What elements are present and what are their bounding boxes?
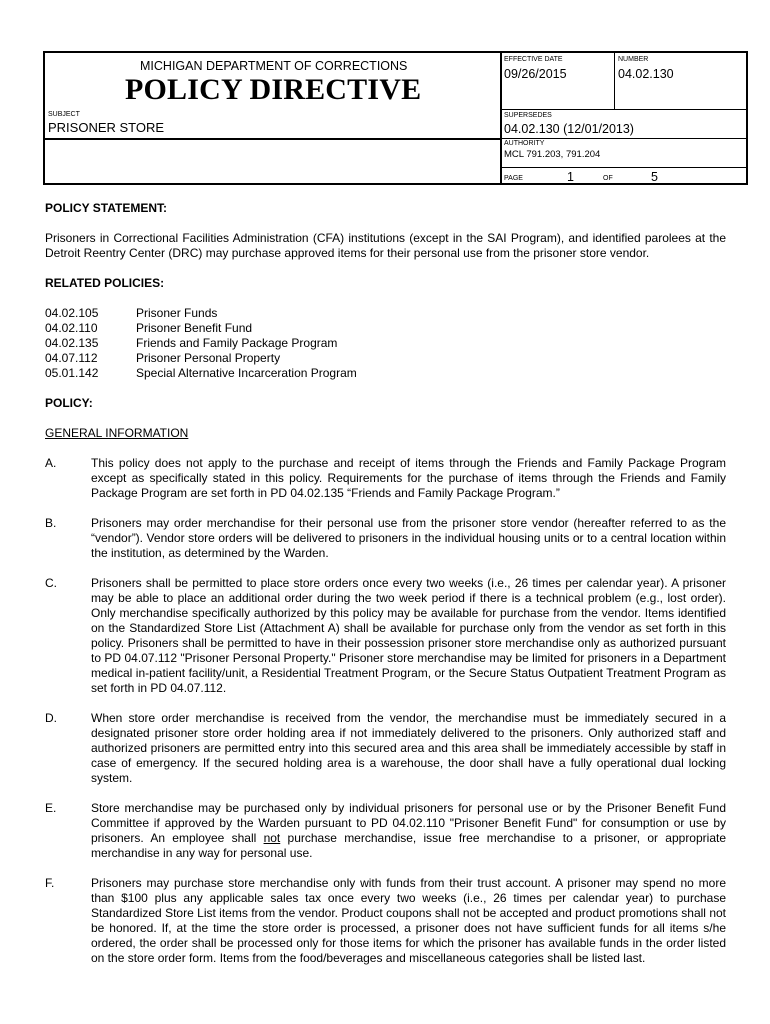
authority-value: MCL 791.203, 791.204 [504, 149, 601, 160]
item-letter: C. [45, 576, 57, 590]
supersedes-value: 04.02.130 (12/01/2013) [504, 122, 634, 136]
policy-item-f [45, 876, 726, 966]
policy-statement-heading: POLICY STATEMENT: [45, 201, 168, 215]
item-text: Prisoners may purchase store merchandise only with funds from their trust account. A prisoner may spend no more than $100 plus any applicable sales tax once every two weeks (i.e., 26 times per calendar year) to purchase Standardized Store List items from the vendor. Product coupons shall not be accepted and product promotions shall not be honored. If, at the time the store order is processed, a prisoner does not have sufficient funds for all items s/he ordered, the order shall be processed only for those items for which the prisoner has available funds in the order listed on the store order form. Items from the food/beverages and miscellaneous categories shall be listed last. [91, 876, 726, 965]
item-letter: A. [45, 456, 57, 470]
item-text-part: purchase merchandise, issue free merchandise to a prisoner, or appropriate merchandise in any way for personal use. [91, 831, 726, 860]
item-letter: D. [45, 711, 57, 725]
item-text: When store order merchandise is received from the vendor, the merchandise must be immediately secured in a designated prisoner store order holding area if not immediately delivered to the prisoners. Only authorized staff and authorized prisoners are permitted entry into this secured area and this area shall be immediately accessible by staff in case of emergency. If the secured holding area is a warehouse, the door shall have a fully operational dual locking system. [91, 711, 726, 785]
page-label: PAGE [504, 175, 523, 182]
related-policy-number: 05.01.142 [45, 366, 99, 380]
page-number: 1 [567, 170, 574, 184]
related-policy-number: 04.02.135 [45, 336, 99, 350]
number-value: 04.02.130 [618, 67, 674, 81]
item-letter: B. [45, 516, 57, 530]
document-type-title: POLICY DIRECTIVE [125, 73, 422, 106]
list-item [45, 306, 726, 321]
item-text: Prisoners shall be permitted to place store orders once every two weeks (i.e., 26 times per calendar year). A prisoner may be able to place an additional order during the two week period if there is a technical problem (e.g., lost order). Only merchandise specifically authorized by this policy may be available for purchase from the vendor. Items identified on the Standardized Store List (Attachment A) shall be available for purchase only from the vendor as set forth in this policy. Prisoners shall be permitted to have in their possession prisoner store merchandise only as authorized pursuant to PD 04.07.112 "Prisoner Personal Property." Prisoner store merchandise may be limited for prisoners in a Department medical in-patient facility/unit, a Residential Treatment Program, or the Secure Status Outpatient Treatment Program as set forth in PD 04.07.112. [91, 576, 726, 695]
effective-date-value: 09/26/2015 [504, 67, 567, 81]
of-label: OF [603, 175, 613, 182]
related-policy-title: Prisoner Funds [136, 306, 218, 320]
related-policy-title: Friends and Family Package Program [136, 336, 338, 350]
item-text: Prisoners may order merchandise for their personal use from the prisoner store vendor (hereafter referred to as the “vendor”). Vendor store orders will be delivered to prisoners in the individual housing units or to a central location within the institution, as determined by the Warden. [91, 516, 726, 560]
related-policy-number: 04.02.105 [45, 306, 99, 320]
policy-item-d [45, 711, 726, 786]
policy-item-e [45, 801, 726, 861]
list-item [45, 351, 726, 366]
item-text-emphasis: not [263, 831, 281, 845]
item-letter: F. [45, 876, 55, 890]
related-policy-title: Prisoner Benefit Fund [136, 321, 253, 335]
department-name: MICHIGAN DEPARTMENT OF CORRECTIONS [140, 59, 408, 73]
related-policy-title: Special Alternative Incarceration Program [136, 366, 357, 380]
general-information-subheading: GENERAL INFORMATION [45, 426, 189, 440]
related-policy-title: Prisoner Personal Property [136, 351, 281, 365]
effective-date-label: EFFECTIVE DATE [504, 56, 563, 63]
subject-label: SUBJECT [48, 111, 80, 118]
related-policies-list [45, 306, 726, 381]
related-policy-number: 04.07.112 [45, 351, 98, 365]
total-pages: 5 [651, 170, 658, 184]
supersedes-label: SUPERSEDES [504, 112, 552, 119]
policy-statement-text: Prisoners in Correctional Facilities Administration (CFA) institutions (except in the SAI Program), and identified parolees at the Detroit Reentry Center (DRC) may purchase approved items for their personal use from the prisoner store vendor. [45, 231, 726, 260]
authority-label: AUTHORITY [504, 140, 545, 147]
number-label: NUMBER [618, 56, 649, 63]
document-body [45, 201, 726, 966]
policy-item-a [45, 456, 726, 501]
subject-value: PRISONER STORE [48, 120, 165, 135]
list-item [45, 336, 726, 351]
item-letter: E. [45, 801, 57, 815]
policy-heading: POLICY: [45, 396, 93, 410]
related-policies-heading: RELATED POLICIES: [45, 276, 165, 290]
item-text: This policy does not apply to the purchase and receipt of items through the Friends and Family Package Program except as specifically stated in this policy. Requirements for the purchase of items through the Friends and Family Package Program are set forth in PD 04.02.135 “Friends and Family Package Program.” [91, 456, 726, 500]
policy-item-b [45, 516, 726, 561]
related-policy-number: 04.02.110 [45, 321, 98, 335]
list-item [45, 366, 726, 381]
list-item [45, 321, 726, 336]
header-box [43, 51, 748, 185]
policy-item-c [45, 576, 726, 696]
item-text [91, 801, 726, 861]
item-text-part: Store merchandise may be purchased only by individual prisoners for personal use or by the Prisoner Benefit Fund Committee if approved by the Warden pursuant to PD 04.02.110 "Prisoner Benefit Fund" for consumption or use by prisoners. An employee shall [91, 801, 726, 845]
